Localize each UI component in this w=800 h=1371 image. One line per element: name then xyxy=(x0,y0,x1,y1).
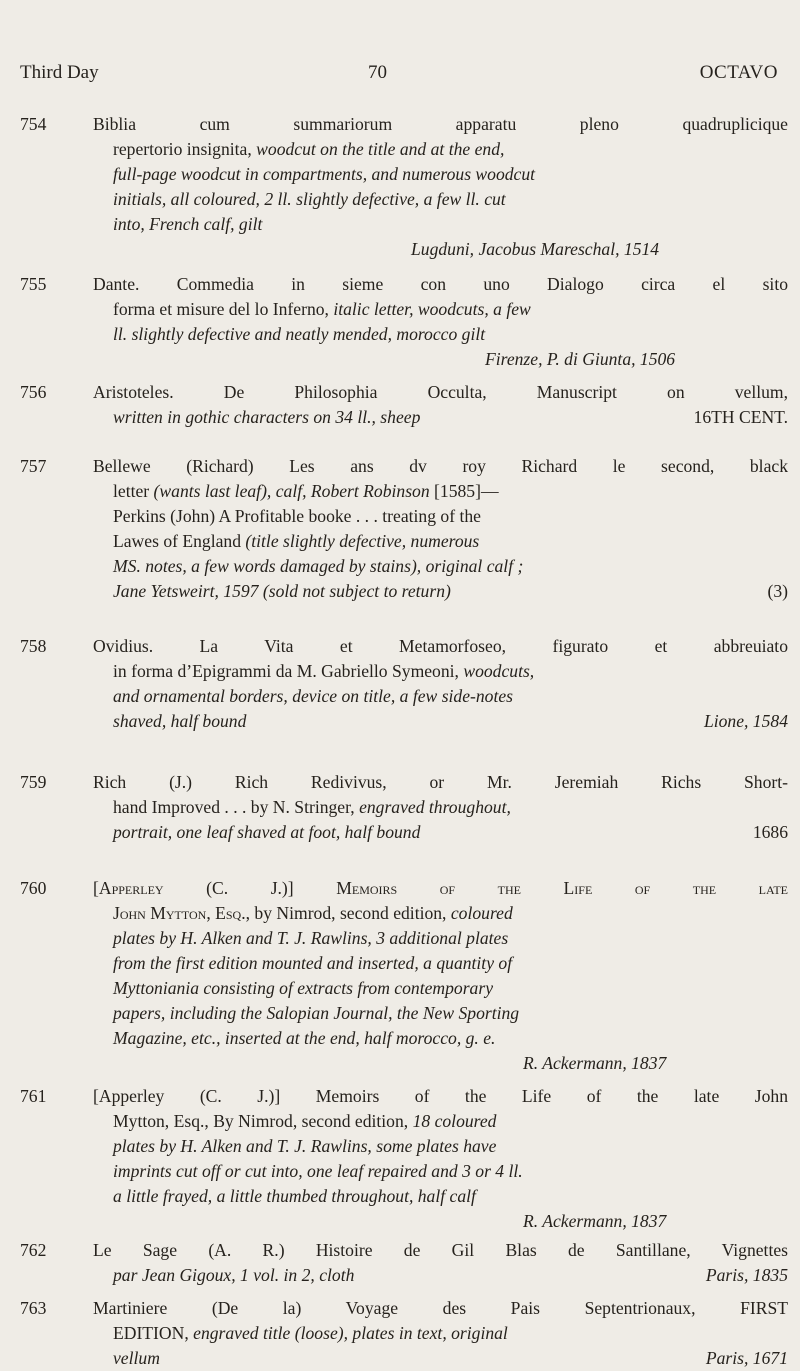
lot-title: Rich (J.) Rich Redivivus, or Mr. Jeremiah Richs Short- xyxy=(93,772,788,792)
lot-759 xyxy=(20,770,788,845)
lot-entry xyxy=(93,876,788,1076)
lot-number: 762 xyxy=(20,1240,47,1260)
lot-description: Mytton, Esq., By Nimrod, second edition, 18 coloured plates by H. Alken and T. J. Rawlins, some plates have imprints cut off or cut into, one leaf repaired and 3 or 4 ll. a little frayed, a little thumbed throughout, half calf xyxy=(113,1111,523,1206)
lot-title: Ovidius. La Vita et Metamorfoseo, figurato et abbreuiato xyxy=(93,636,788,656)
lot-title: Aristoteles. De Philosophia Occulta, Manuscript on vellum, xyxy=(93,382,788,402)
page-number: 70 xyxy=(368,62,387,83)
lot-description: forma et misure del lo Inferno, italic letter, woodcuts, a few ll. slightly defective and neatly mended, morocco gilt xyxy=(113,299,531,344)
lot-imprint: 16TH CENT. xyxy=(693,407,788,427)
lot-description: in forma d’Epigrammi da M. Gabriello Symeoni, woodcuts, and ornamental borders, device on title, a few side-notes shaved, half bound Lione, 1584 xyxy=(93,659,788,734)
lot-imprint: Lugduni, Jacobus Mareschal, 1514 xyxy=(411,239,660,259)
lot-title: [Apperley (C. J.)] Memoirs of the Life of the late xyxy=(93,878,788,898)
lot-entry xyxy=(93,380,788,430)
lot-761 xyxy=(20,1084,788,1234)
lot-number: 759 xyxy=(20,772,47,792)
lot-description: hand Improved . . . by N. Stringer, engraved throughout, portrait, one leaf shaved at foot, half bound 1686 xyxy=(93,795,788,845)
lot-758 xyxy=(20,634,788,734)
lot-imprint: (3) xyxy=(767,581,788,601)
lot-imprint: Paris, 1835 xyxy=(705,1265,788,1285)
lot-number: 757 xyxy=(20,456,47,476)
lot-entry xyxy=(93,1238,788,1288)
lot-imprint: R. Ackermann, 1837 xyxy=(523,1211,667,1231)
format-heading: OCTAVO xyxy=(699,62,778,83)
lot-title: Bellewe (Richard) Les ans dv roy Richard le second, black xyxy=(93,456,788,476)
lot-title: Le Sage (A. R.) Histoire de Gil Blas de Santillane, Vignettes xyxy=(93,1240,788,1260)
lot-title: Martiniere (De la) Voyage des Pais Septentrionaux, FIRST xyxy=(93,1298,788,1318)
lot-756 xyxy=(20,380,788,430)
lot-number: 761 xyxy=(20,1086,47,1106)
lot-number: 758 xyxy=(20,636,47,656)
day-heading: Third Day xyxy=(20,62,99,83)
running-header xyxy=(20,62,780,90)
lot-757 xyxy=(20,454,788,604)
lot-762 xyxy=(20,1238,788,1288)
lot-number: 754 xyxy=(20,114,47,134)
lot-entry xyxy=(93,634,788,734)
lot-description: letter (wants last leaf), calf, Robert Robinson [1585]— Perkins (John) A Profitable booke . . . treating of the Lawes of England (title slightly defective, numerous MS. notes, a few words damaged by stains), original calf ; Jane Yetsweirt, 1597 (sold not subject to return) (3) xyxy=(93,479,788,604)
lot-entry xyxy=(93,272,788,372)
lot-description: repertorio insignita, woodcut on the title and at the end, full-page woodcut in compartments, and numerous woodcut initials, all coloured, 2 ll. slightly defective, a few ll. cut into, French calf, gilt xyxy=(113,139,536,234)
lot-imprint: Paris, 1671 xyxy=(705,1348,788,1368)
lot-754 xyxy=(20,112,788,262)
lot-description: John Mytton, Esq., by Nimrod, second edition, coloured plates by H. Alken and T. J. Rawlins, 3 additional plates from the first edition mounted and inserted, a quantity of Myttoniania consisting of extracts from contemporary papers, including the Salopian Journal, the New Sporting Magazine, etc., inserted at the end, half morocco, g. e. xyxy=(113,903,520,1048)
lot-760 xyxy=(20,876,788,1076)
lot-title: Dante. Commedia in sieme con uno Dialogo circa el sito xyxy=(93,274,788,294)
lot-number: 756 xyxy=(20,382,47,402)
lot-entry xyxy=(93,770,788,845)
lot-title: Biblia cum summariorum apparatu pleno quadruplicique xyxy=(93,114,788,134)
lot-number: 760 xyxy=(20,878,47,898)
lot-number: 755 xyxy=(20,274,47,294)
lot-entry xyxy=(93,454,788,604)
lot-imprint: Lione, 1584 xyxy=(703,711,788,731)
lot-imprint: 1686 xyxy=(752,822,788,842)
lot-number: 763 xyxy=(20,1298,47,1318)
lot-imprint: Firenze, P. di Giunta, 1506 xyxy=(485,349,676,369)
lot-755 xyxy=(20,272,788,372)
lot-entry xyxy=(93,1084,788,1234)
lot-description: written in gothic characters on 34 ll., sheep 16TH CENT. xyxy=(93,405,788,430)
lot-description: EDITION, engraved title (loose), plates in text, original vellum Paris, 1671 xyxy=(93,1321,788,1371)
lot-title: [Apperley (C. J.)] Memoirs of the Life of the late John xyxy=(93,1086,788,1106)
lot-entry xyxy=(93,112,788,262)
lot-description: par Jean Gigoux, 1 vol. in 2, cloth Paris, 1835 xyxy=(93,1263,788,1288)
lot-imprint: R. Ackermann, 1837 xyxy=(523,1053,667,1073)
